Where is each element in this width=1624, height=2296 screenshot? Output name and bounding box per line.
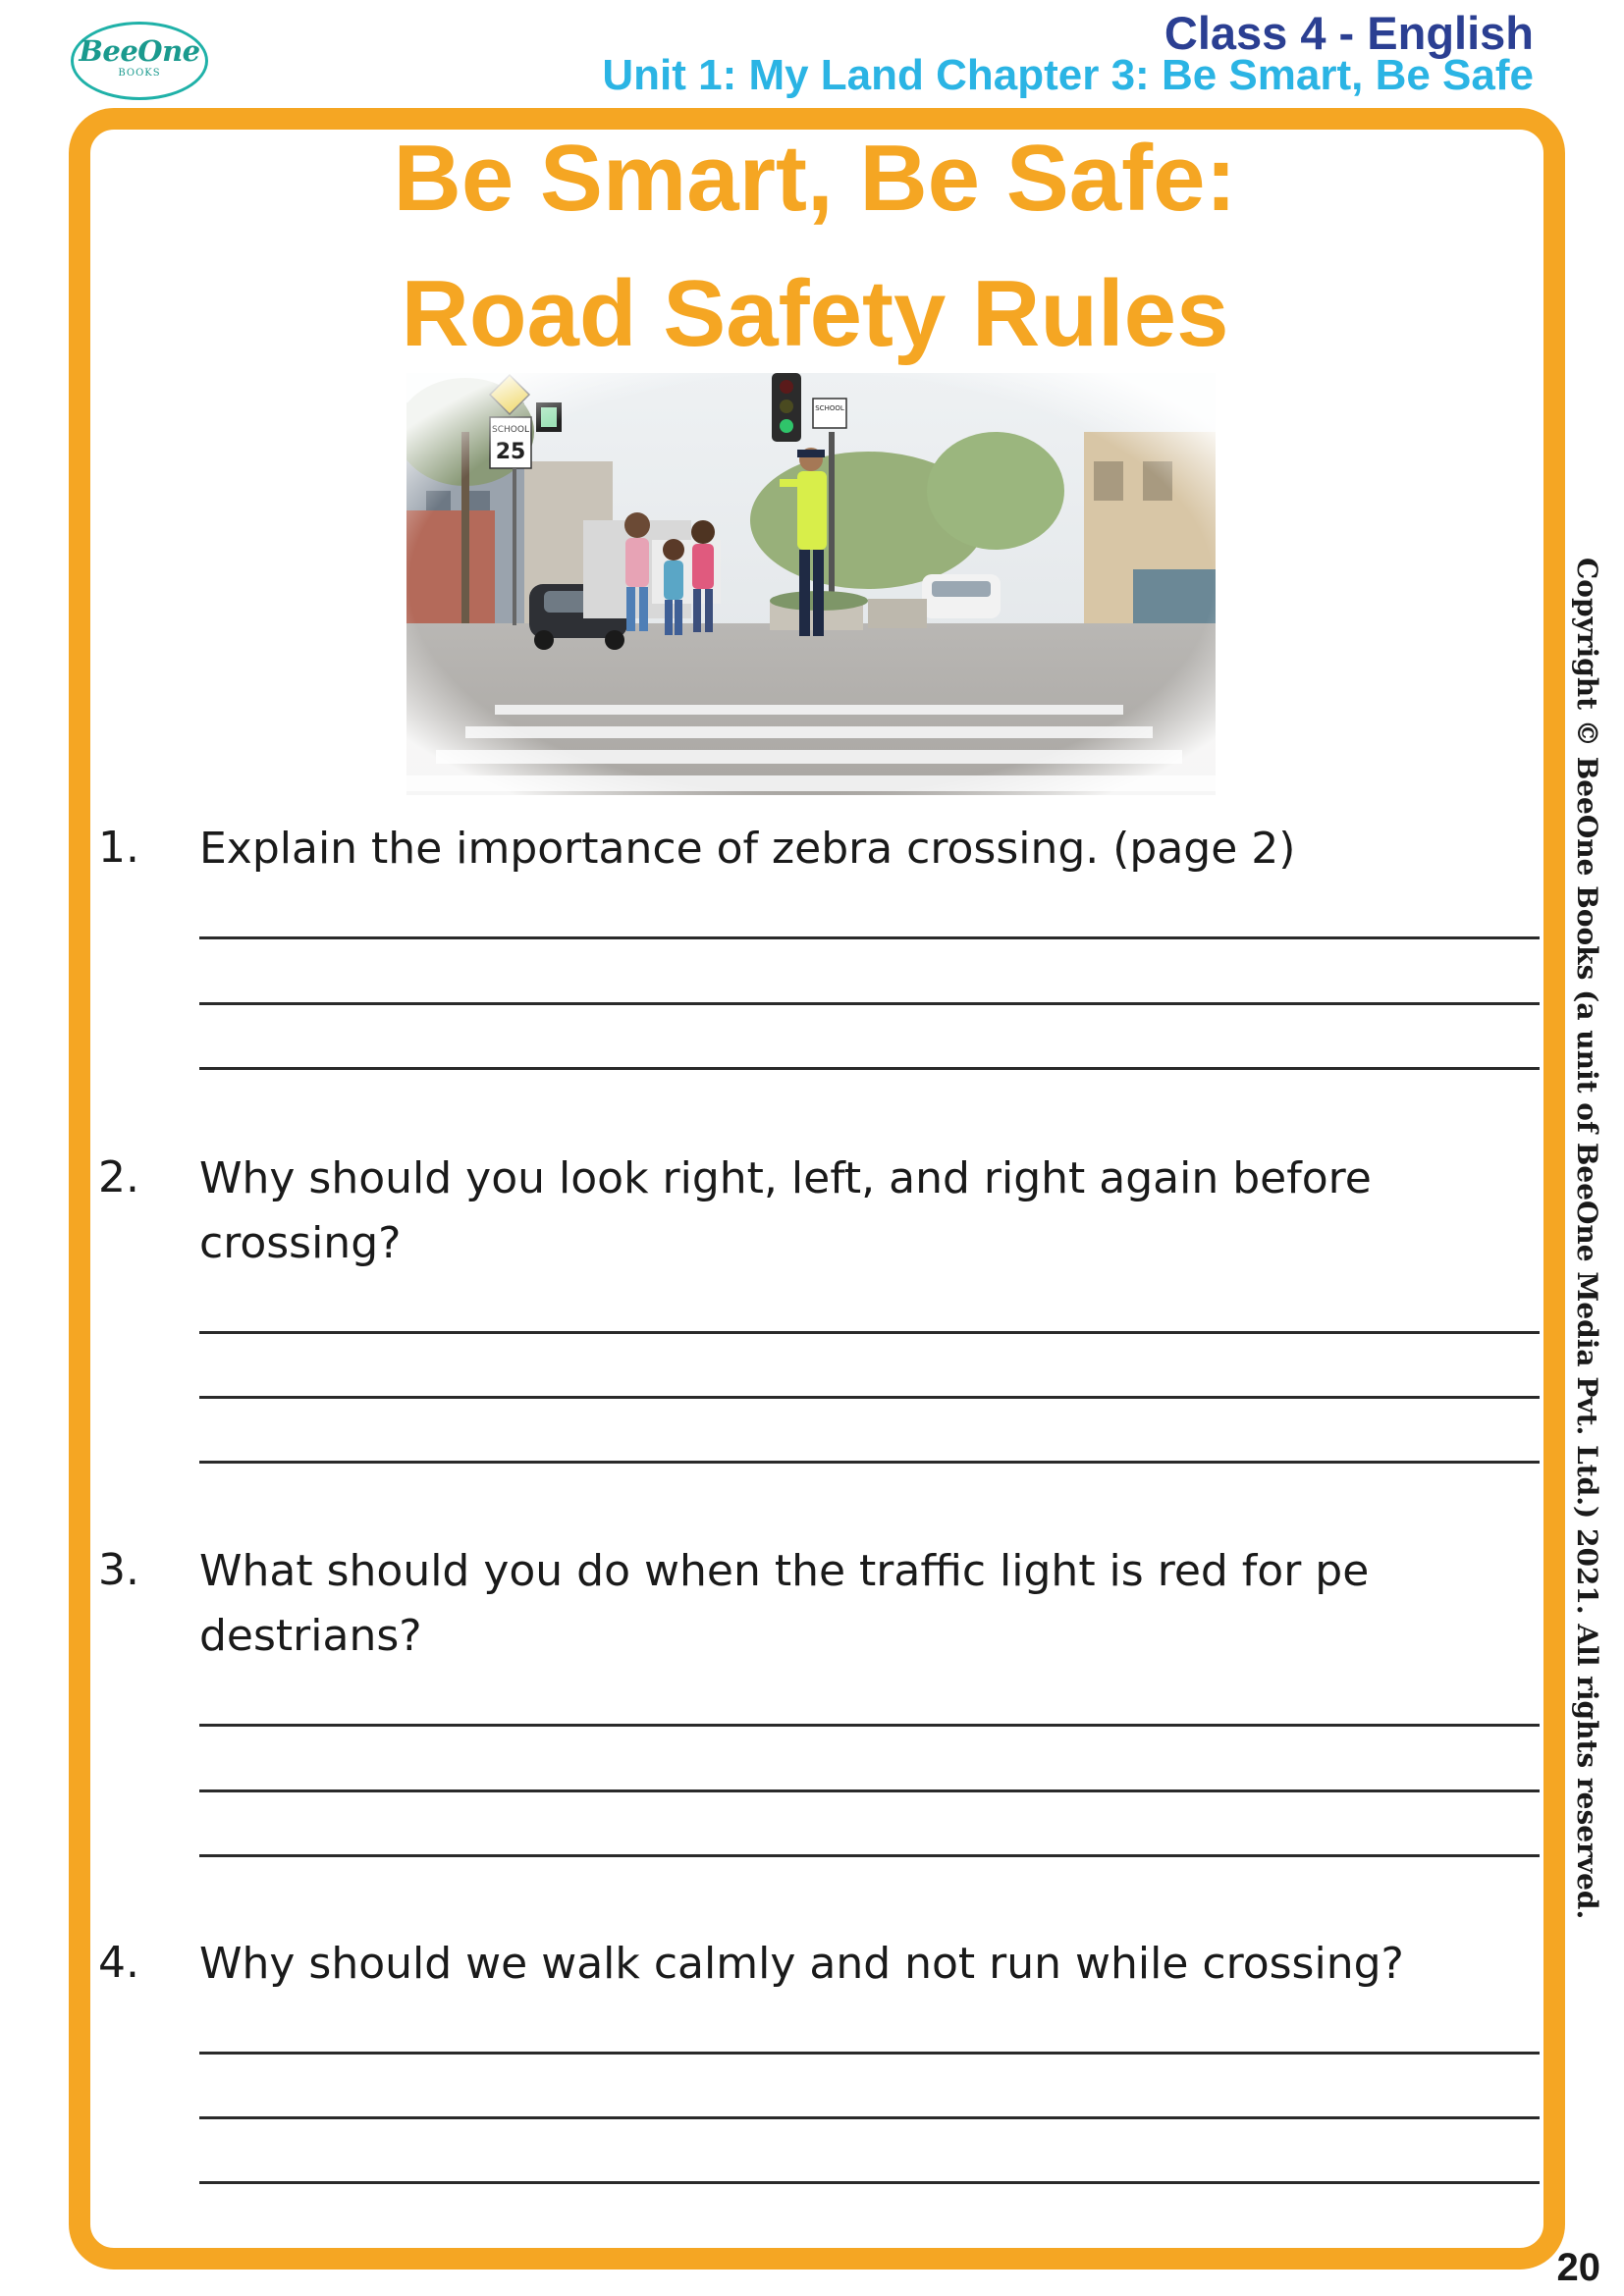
answer-line[interactable] <box>199 1002 1540 1005</box>
worksheet-title-line-1: Be Smart, Be Safe: <box>393 126 1237 231</box>
publisher-logo <box>71 22 208 100</box>
question-3-text <box>199 1539 1505 1669</box>
question-2-line-1: Why should you look right, left, and right again before <box>199 1153 1372 1203</box>
answer-line[interactable] <box>199 1396 1540 1399</box>
answer-line[interactable] <box>199 1789 1540 1792</box>
answer-line[interactable] <box>199 1067 1540 1070</box>
question-3-number: 3. <box>98 1545 139 1595</box>
question-4-number: 4. <box>98 1938 139 1988</box>
question-1-line-1: Explain the importance of zebra crossing. (page 2) <box>199 824 1296 874</box>
worksheet-title-line-2: Road Safety Rules <box>401 261 1229 366</box>
copyright-notice: Copyright © BeeOne Books (a unit of BeeOne Media Pvt. Ltd.) 2021. All rights reserved. <box>1571 558 1603 1920</box>
answer-line[interactable] <box>199 2181 1540 2184</box>
answer-line[interactable] <box>199 1461 1540 1464</box>
logo-name: BeeOne <box>79 34 200 68</box>
answer-line[interactable] <box>199 2116 1540 2119</box>
question-2-text <box>199 1147 1505 1276</box>
road-crossing-illustration <box>406 373 1216 795</box>
logo-subtitle: BOOKS <box>118 68 161 79</box>
question-1-text <box>199 817 1505 881</box>
page-number: 20 <box>1556 2246 1600 2289</box>
question-2-line-2: crossing? <box>199 1218 402 1268</box>
unit-chapter-header: Unit 1: My Land Chapter 3: Be Smart, Be Safe <box>602 51 1534 99</box>
question-3-line-2: destrians? <box>199 1611 422 1661</box>
answer-line[interactable] <box>199 1854 1540 1857</box>
question-2-number: 2. <box>98 1152 139 1202</box>
answer-line[interactable] <box>199 2052 1540 2055</box>
question-4-line-1: Why should we walk calmly and not run while crossing? <box>199 1939 1404 1989</box>
class-subject-header: Class 4 - English <box>1164 7 1534 59</box>
question-4-text <box>199 1932 1505 1997</box>
question-1-number: 1. <box>98 823 139 873</box>
question-3-line-1: What should you do when the traffic light is red for pe <box>199 1546 1370 1596</box>
answer-line[interactable] <box>199 936 1540 939</box>
answer-line[interactable] <box>199 1724 1540 1727</box>
answer-line[interactable] <box>199 1331 1540 1334</box>
